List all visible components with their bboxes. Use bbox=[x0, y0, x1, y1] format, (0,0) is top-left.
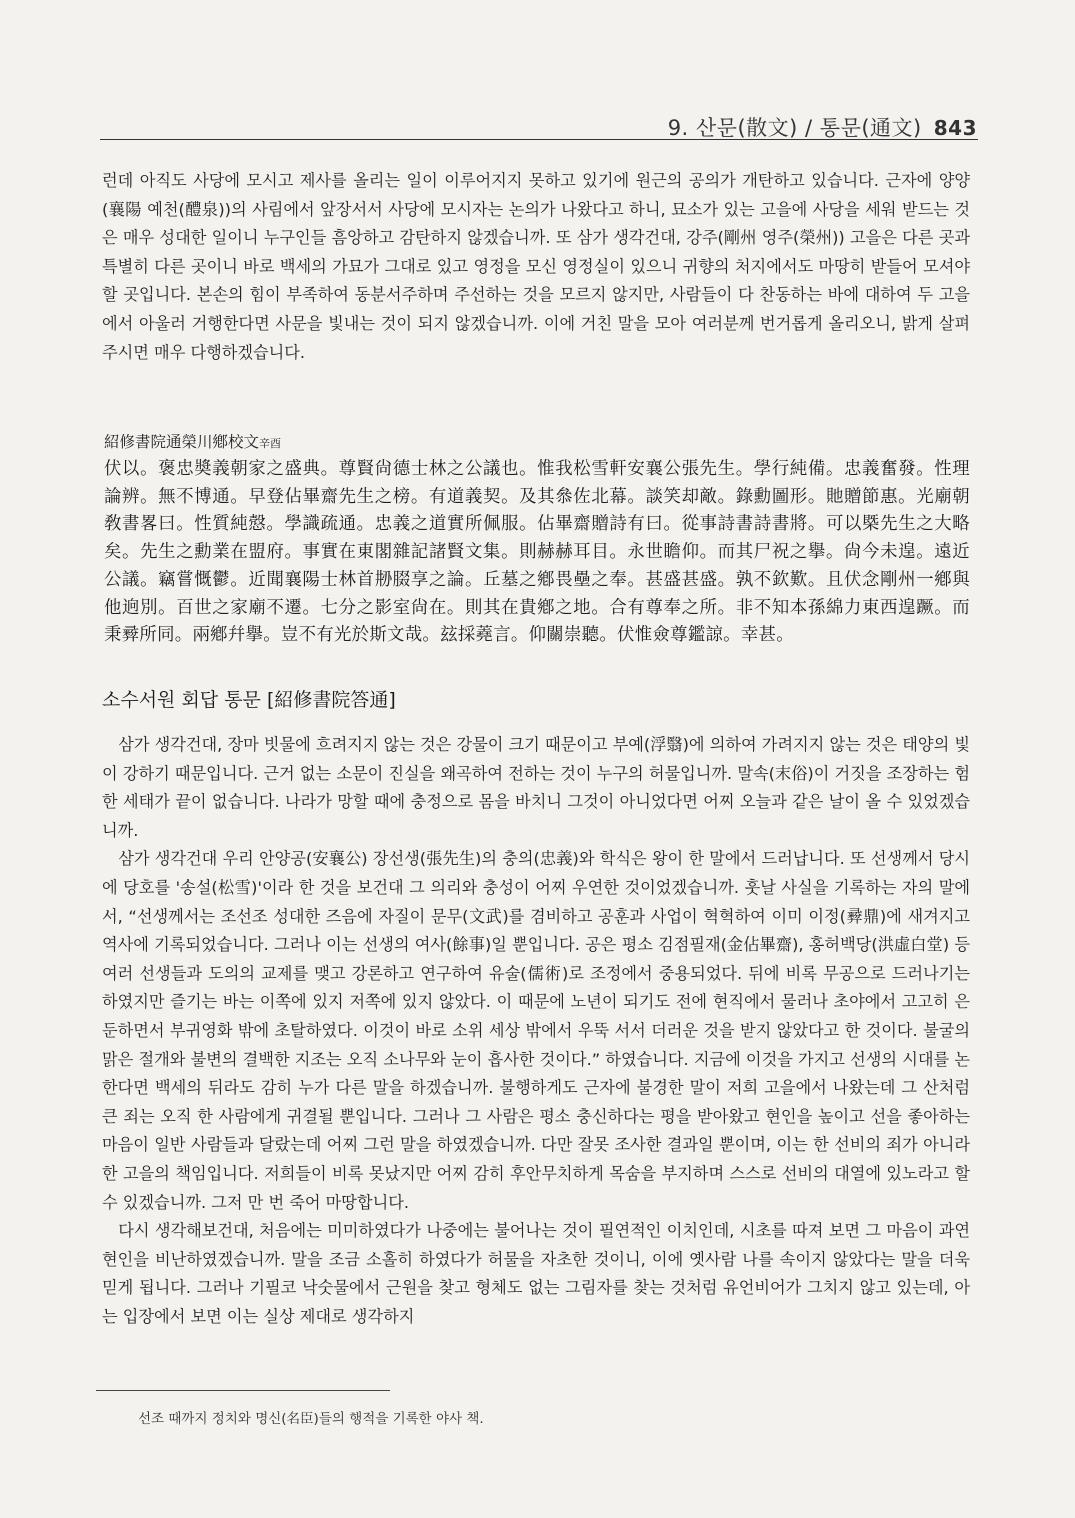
header-rule bbox=[100, 139, 978, 140]
section-body bbox=[102, 731, 970, 1331]
classical-title-text: 紹修書院通榮川鄕校文 bbox=[104, 433, 260, 451]
running-header bbox=[668, 112, 977, 142]
continued-paragraph: 런데 아직도 사당에 모시고 제사를 올리는 일이 이루어지지 못하고 있기에 원근의 공의가 개탄하고 있습니다. 근자에 양양(襄陽 예천(醴泉))의 사림에서 앞장서서 사당에 모시자는 논의가 나왔다고 하니, 묘소가 있는 고을에 사당을 세워 받드는 것은 매우 성대한 일이니 누구인들 흠앙하고 감탄하지 않겠습니까. 또 삼가 생각건대, 강주(剛州 영주(榮州)) 고을은 다른 곳과 특별히 다른 곳이니 바로 백세의 가묘가 그대로 있고 영정을 모신 영정실이 있으니 귀향의 처지에서도 마땅히 받들어 모셔야 할 곳입니다. 본손의 힘이 부족하여 동분서주하며 주선하는 것을 모르지 않지만, 사람들이 다 찬동하는 바에 대하여 두 고을에서 아울러 거행한다면 사문을 빛내는 것이 되지 않겠습니까. 이에 거친 말을 모아 여러분께 번거롭게 올리오니, 밝게 살펴주시면 매우 다행하겠습니다. bbox=[102, 171, 970, 362]
section-paragraph-2: 삼가 생각건대 우리 안양공(安襄公) 장선생(張先生)의 충의(忠義)와 학식은 왕이 한 말에서 드러납니다. 또 선생께서 당시에 당호를 '송설(松雪)'이라 한 것을 보건대 그 의리와 충성이 어찌 우연한 것이었겠습니까. 훗날 사실을 기록하는 자의 말에서, “선생께서는 조선조 성대한 즈음에 자질이 문무(文武)를 겸비하고 공훈과 사업이 혁혁하여 이미 이정(彛鼎)에 새겨지고 역사에 기록되었습니다. 그러나 이는 선생의 여사(餘事)일 뿐입니다. 공은 평소 김점필재(金佔畢齋), 홍허백당(洪虛白堂) 등 여러 선생들과 도의의 교제를 맺고 강론하고 연구하여 유술(儒術)로 조정에서 중용되었다. 뒤에 비록 무공으로 드러나기는 하였지만 즐기는 바는 이쪽에 있지 저쪽에 있지 않았다. 이 때문에 노년이 되기도 전에 현직에서 물러나 초야에서 고고히 은둔하면서 부귀영화 밖에 초탈하였다. 이것이 바로 소위 세상 밖에서 우뚝 서서 더러운 것을 받지 않았다고 한 것이다. 불굴의 맑은 절개와 불변의 결백한 지조는 오직 소나무와 눈이 흡사한 것이다.” 하였습니다. 지금에 이것을 가지고 선생의 시대를 논한다면 백세의 뒤라도 감히 누가 다른 말을 하겠습니까. 불행하게도 근자에 불경한 말이 저희 고을에서 나왔는데 그 산처럼 큰 죄는 오직 한 사람에게 귀결될 뿐입니다. 그러나 그 사람은 평소 충신하다는 평을 받아왔고 현인을 높이고 선을 좋아하는 마음이 일반 사람들과 달랐는데 어찌 그런 말을 하였겠습니까. 다만 잘못 조사한 결과일 뿐이며, 이는 한 선비의 죄가 아니라 한 고을의 책임입니다. 저희들이 비록 못났지만 어찌 감히 후안무치하게 목숨을 부지하며 스스로 선비의 대열에 있노라고 할 수 있겠습니까. 그저 만 번 죽어 마땅합니다. bbox=[102, 849, 970, 1212]
footnote-rule bbox=[96, 1390, 390, 1391]
section-paragraph-1: 삼가 생각건대, 장마 빗물에 흐려지지 않는 것은 강물이 크기 때문이고 부예(浮翳)에 의하여 가려지지 않는 것은 태양의 빛이 강하기 때문입니다. 근거 없는 소문이 진실을 왜곡하여 전하는 것이 누구의 허물입니까. 말속(末俗)이 거짓을 조장하는 험한 세태가 끝이 없습니다. 나라가 망할 때에 충정으로 몸을 바치니 그것이 아니었다면 어찌 오늘과 같은 날이 올 수 있었겠습니까. bbox=[102, 735, 970, 840]
section-paragraph-3: 다시 생각해보건대, 처음에는 미미하였다가 나중에는 불어나는 것이 필연적인 이치인데, 시초를 따져 보면 그 마음이 과연 현인을 비난하였겠습니까. 말을 조금 소홀히 하였다가 허물을 자초한 것이니, 이에 옛사람 나를 속이지 않았다는 말을 더욱 믿게 됩니다. 그러나 기필코 낙숫물에서 근원을 찾고 형체도 없는 그림자를 찾는 것처럼 유언비어가 그치지 않고 있는데, 아는 입장에서 보면 이는 실상 제대로 생각하지 bbox=[102, 1221, 970, 1326]
section-heading: 소수서원 회답 통문 [紹修書院答通] bbox=[102, 689, 396, 711]
classical-text-body: 伏以。褒忠奬義朝家之盛典。尊賢尙德士林之公議也。惟我松雪軒安襄公張先生。學行純備。忠義奮發。性理論辨。無不博通。早登佔畢齋先生之榜。有道義契。及其叅佐北幕。談笑却敵。錄勳圖形。貤贈節惠。光廟朝敎書畧曰。性質純慤。學識疏通。忠義之道實所佩服。佔畢齋贈詩有曰。從事詩書詩書將。可以槩先生之大略矣。先生之勳業在盟府。事實在東閣雜記諸賢文集。則赫赫耳目。永世瞻仰。而其尸祝之擧。尙今未遑。遠近公議。竊嘗慨鬱。近聞襄陽士林首刱腏享之論。丘墓之鄕畏壘之奉。甚盛甚盛。孰不欽歎。且伏念剛州一鄕與他逈別。百世之家廟不遷。七分之影室尙在。則其在貴鄕之地。合有尊奉之所。非不知本孫綿力東西遑蹶。而秉彛所同。兩鄕幷擧。豈不有光於斯文哉。玆採蕘言。仰關崇聽。伏惟僉尊鑑諒。幸甚。 bbox=[104, 459, 970, 646]
footnote: 선조 때까지 정치와 명신(名臣)들의 행적을 기록한 야사 책. bbox=[138, 1411, 484, 1427]
classical-title-year: 辛酉 bbox=[259, 437, 282, 450]
chapter-title: 9. 산문(散文) / 통문(通文) bbox=[667, 116, 922, 140]
classical-text-title bbox=[104, 430, 281, 452]
page-number: 843 bbox=[933, 116, 977, 140]
continued-text-block bbox=[102, 167, 970, 367]
